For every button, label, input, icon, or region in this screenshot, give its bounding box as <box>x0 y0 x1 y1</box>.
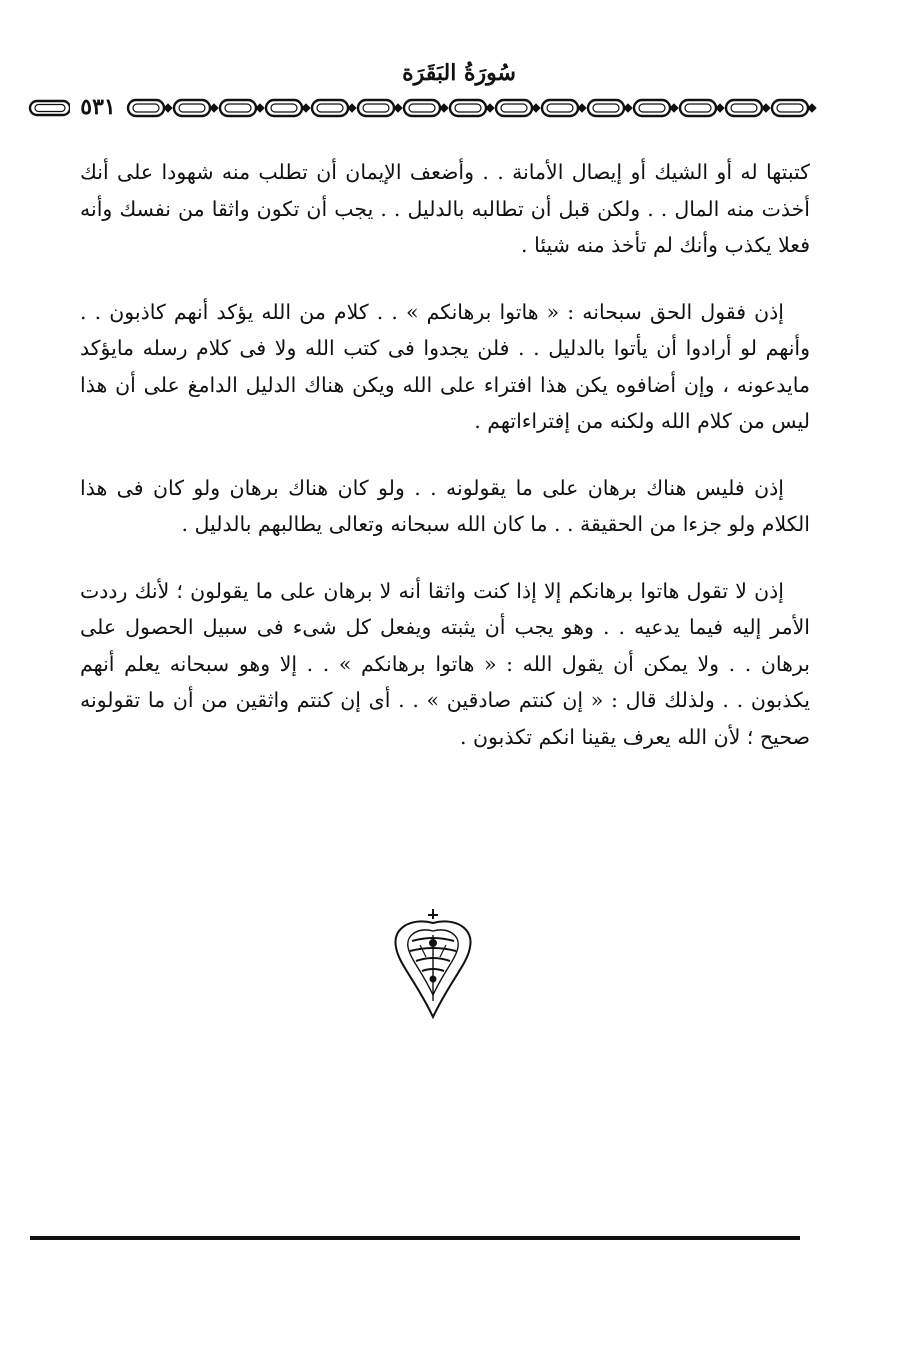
body-text <box>80 154 810 785</box>
paragraph-2: إذن فقول الحق سبحانه : « هاتوا برهانكم » . . كلام من الله يؤكد أنهم كاذبون . . وأنهم لو أرادوا أن يأتوا بالدليل . . فلن يجدوا فى كتب الله ولا فى كلام رسله مايؤكد مايدعونه ، وإن أضافوه يكن هذا افتراء على الله ويكن هناك الدليل الدامغ على أن هذا ليس من كلام الله ولكنه من إفتراءاتهم . <box>80 299 810 433</box>
paragraph-1: كتبتها له أو الشيك أو إيصال الأمانة . . وأضعف الإيمان أن تطلب منه شهودا على أنك أخذت منه المال . . ولكن قبل أن تطالبه بالدليل . . يجب أن تكون واثقا من نفسك وأنه فعلا يكذب وأنك لم تأخذ منه شيئا . <box>80 160 810 257</box>
bottom-rule <box>30 1236 800 1240</box>
surah-title: سُورَةُ البَقَرَة <box>402 60 516 86</box>
header-ornament-band <box>28 92 818 126</box>
page-number: ٥٣١ <box>70 92 126 122</box>
paragraph-3: إذن فليس هناك برهان على ما يقولونه . . ولو كان هناك برهان ولو كان فى هذا الكلام ولو جزءا من الحقيقة . . ما كان الله سبحانه وتعالى يطالبهم بالدليل . <box>80 475 810 536</box>
end-ornament-icon <box>388 905 478 1021</box>
paragraph-4: إذن لا تقول هاتوا برهانكم إلا إذا كنت واثقا أنه لا برهان على ما يقولون ؛ لأنك رددت الأمر إليه فيما يدعيه . . وهو يجب أن يثبته ويفعل كل شىء فى سبيل الحصول على برهان . . ولا يمكن أن يقول الله : « هاتوا برهانكم » . . إلا وهو سبحانه يعلم أنهم يكذبون . . ولذلك قال : « إن كنتم صادقين » . . أى إن كنتم واثقين من أن ما تقولونه صحيح ؛ لأن الله يعرف يقينا انكم تكذبون . <box>80 578 810 749</box>
